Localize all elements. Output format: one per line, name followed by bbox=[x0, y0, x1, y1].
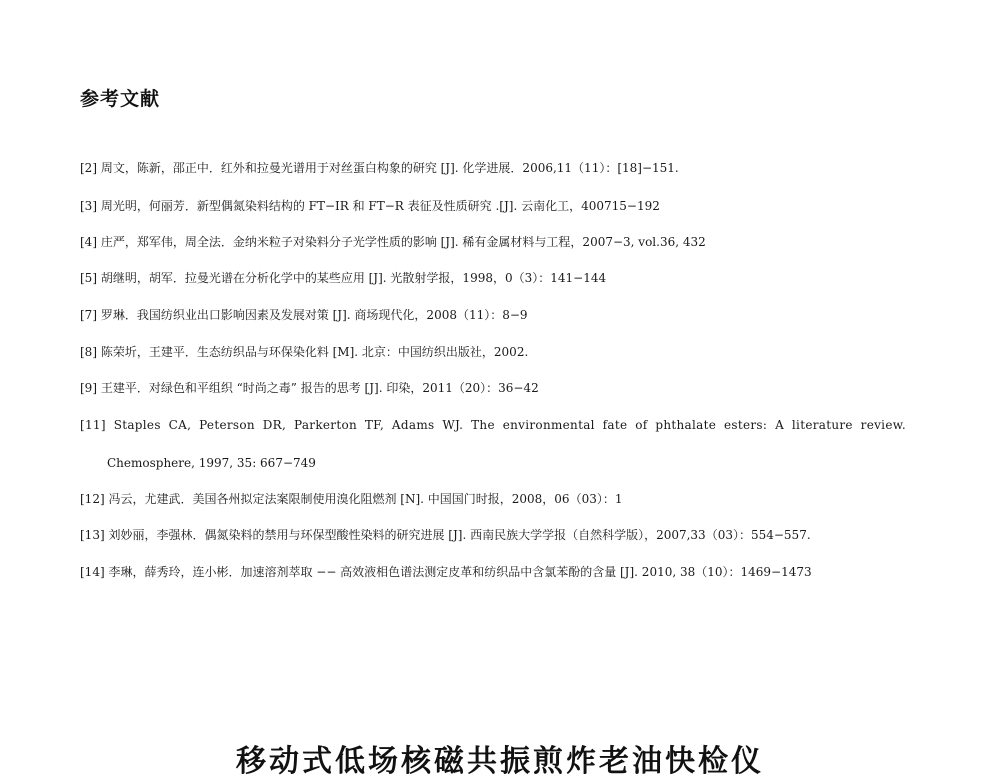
reference-item-11: [11] Staples CA, Peterson DR, Parkerton TF, Adams WJ. The environmental fate of phthalate esters: A literature review. bbox=[80, 418, 906, 432]
reference-item-5: [5] 胡继明，胡军．拉曼光谱在分析化学中的某些应用 [J]. 光散射学报，1998，0（3）：141−144 bbox=[80, 271, 607, 285]
references-heading: 参考文献 bbox=[80, 88, 161, 110]
reference-item-9: [9] 王建平．对绿色和平组织 “时尚之毒” 报告的思考 [J]. 印染，2011（20）：36−42 bbox=[80, 381, 539, 395]
reference-item-2: [2] 周文，陈新，邵正中．红外和拉曼光谱用于对丝蛋白构象的研究 [J]. 化学进展．2006,11（11）：[18]−151. bbox=[80, 161, 679, 175]
reference-item-12: [12] 冯云，尤建武．美国各州拟定法案限制使用溴化阻燃剂 [N]. 中国国门时报，2008，06（03）：1 bbox=[80, 492, 623, 506]
reference-item-4: [4] 庄严，郑军伟，周全法．金纳米粒子对染料分子光学性质的影响 [J]. 稀有金属材料与工程，2007−3, vol.36, 432 bbox=[80, 235, 706, 249]
reference-item-3: [3] 周光明，何丽芳．新型偶氮染料结构的 FT−IR 和 FT−R 表征及性质研究 .[J]. 云南化工，400715−192 bbox=[80, 199, 660, 213]
reference-item-11-continuation: Chemosphere, 1997, 35: 667−749 bbox=[107, 456, 316, 470]
reference-item-14: [14] 李琳，薛秀玲，连小彬．加速溶剂萃取 −− 高效液相色谱法测定皮革和纺织品中含氯苯酚的含量 [J]. 2010, 38（10）：1469−1473 bbox=[80, 565, 812, 579]
reference-item-8: [8] 陈荣圻，王建平．生态纺织品与环保染化料 [M]. 北京：中国纺织出版社，2002. bbox=[80, 345, 529, 359]
reference-item-7: [7] 罗琳．我国纺织业出口影响因素及发展对策 [J]. 商场现代化，2008（11）：8−9 bbox=[80, 308, 528, 322]
reference-item-13: [13] 刘妙丽，李强林．偶氮染料的禁用与环保型酸性染料的研究进展 [J]. 西南民族大学学报（自然科学版），2007,33（03）：554−557. bbox=[80, 528, 811, 542]
next-article-title: 移动式低场核磁共振煎炸老油快检仪 bbox=[236, 744, 764, 779]
